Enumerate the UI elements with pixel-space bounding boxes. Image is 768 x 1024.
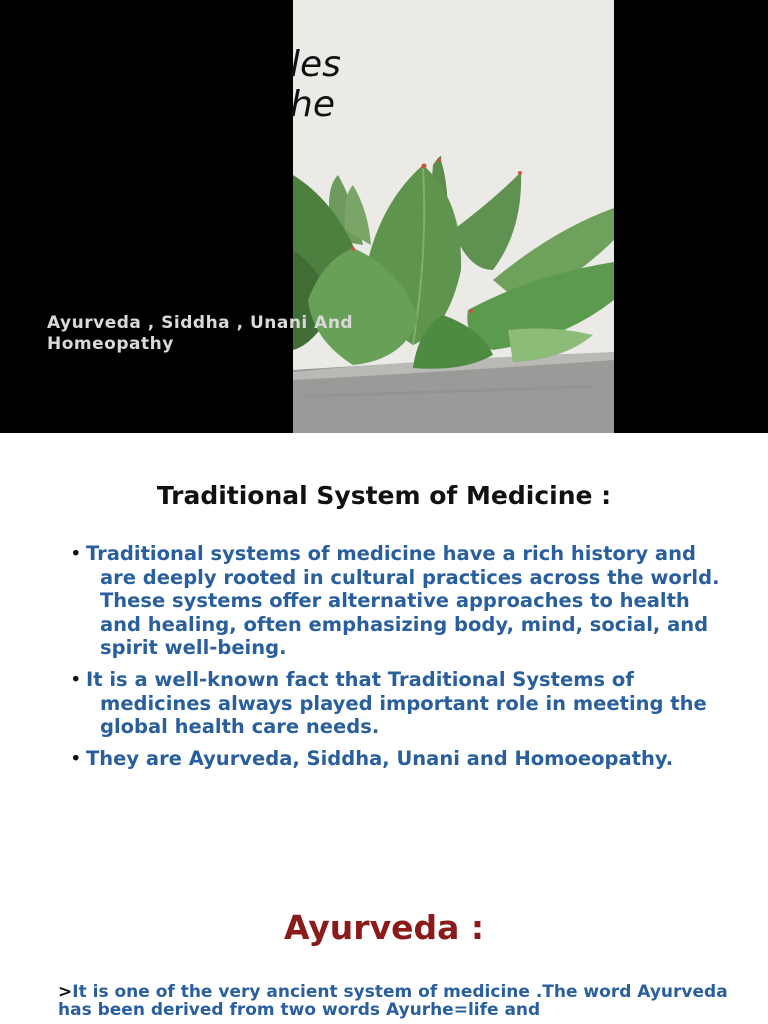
slide-subtitle: Ayurveda , Siddha , Unani And Homeopathy xyxy=(47,313,354,354)
slide-body-text xyxy=(58,983,748,1019)
title-slide xyxy=(0,0,768,433)
bullet-dot: • xyxy=(70,542,82,565)
bullet-text: They are Ayurveda, Siddha, Unani and Homoeopathy. xyxy=(86,746,674,770)
bullet-dot: • xyxy=(70,746,82,770)
title-line-2: he xyxy=(290,84,335,125)
succulent-photo xyxy=(293,0,614,433)
bullet-item xyxy=(70,542,730,660)
succulent-plant-image xyxy=(293,0,614,433)
bullet-item xyxy=(70,747,730,771)
bullet-item xyxy=(70,668,730,739)
bullet-dot: • xyxy=(70,667,82,691)
bullet-text: Traditional systems of medicine have a rich history and are deeply rooted in cultural practices across the world. These systems offer alternative approaches to health and healing, often emphasizing body, mind, social, and spirit well-being. xyxy=(86,542,720,660)
bullet-text: It is a well-known fact that Traditional Systems of medicines always played important role in meeting the global health care needs. xyxy=(86,667,707,739)
arrow-prefix: > xyxy=(58,982,73,1002)
title-line-1: les xyxy=(290,44,341,85)
slide-heading: Traditional System of Medicine : xyxy=(156,481,612,510)
body-text: It is one of the very ancient system of medicine .The word Ayurveda has been derived from two words Ayurhe=life and xyxy=(58,982,728,1020)
slide-heading: Ayurveda : xyxy=(283,908,485,947)
bullet-list xyxy=(70,542,730,778)
